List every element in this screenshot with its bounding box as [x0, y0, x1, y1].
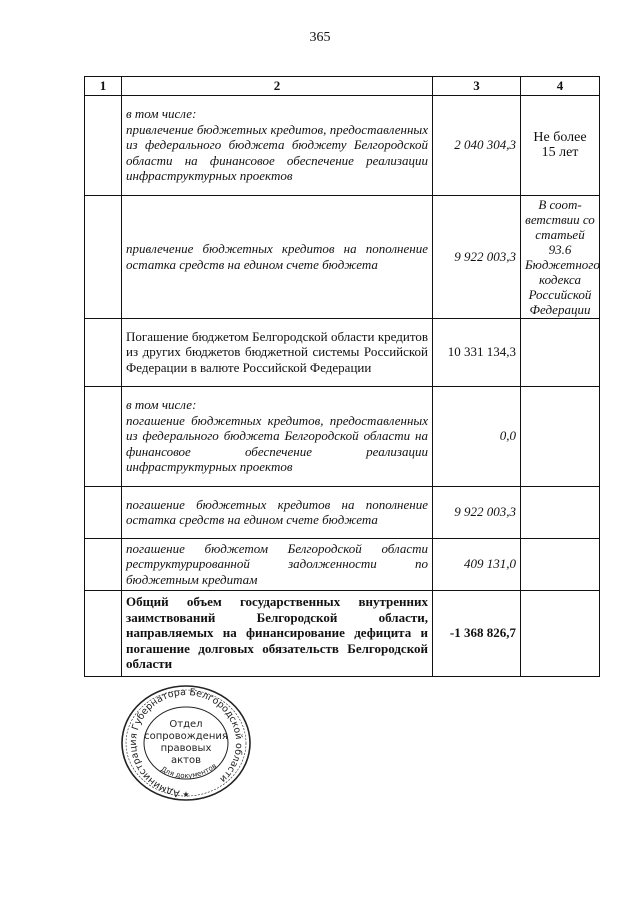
- row-amount: 9 922 003,3: [433, 486, 521, 538]
- row-amount: 0,0: [433, 386, 521, 486]
- header-col-2: 2: [122, 77, 433, 96]
- row-prefix: в том числе:: [126, 397, 197, 413]
- row-term: [521, 486, 600, 538]
- row-number-cell: [85, 538, 122, 590]
- table-row: [85, 386, 600, 486]
- row-description: [122, 486, 433, 538]
- stamp-center-line-4: актов: [170, 755, 202, 766]
- row-description-text: Погашение бюджетом Белгородской области кредитов из других бюджетов бюджетной системы Российской Федерации в валюте Российской Федерации: [126, 328, 428, 375]
- table-row: [85, 318, 600, 386]
- stamp-center-line-1: Отдел: [169, 719, 203, 730]
- row-amount: 9 922 003,3: [433, 195, 521, 318]
- row-description-text: Общий объем государственных внутренних заимствований Белгородской области, направляемых на финансирование дефицита и погашение долговых обязательств Белгородской области: [126, 594, 428, 672]
- row-description: [122, 318, 433, 386]
- row-amount: 409 131,0: [433, 538, 521, 590]
- row-description: [122, 538, 433, 590]
- row-term: [521, 386, 600, 486]
- row-number-cell: [85, 318, 122, 386]
- stamp-bottom-text: Для документов: [159, 761, 219, 781]
- row-number-cell: [85, 486, 122, 538]
- row-description-text: погашение бюджетных кредитов, предоставленных из федерального бюджета Белгородской области на финансовое обеспечение реализации инфраструктурных проектов: [126, 412, 428, 475]
- borrowing-table: [84, 76, 600, 677]
- row-description-text: привлечение бюджетных кредитов, предоставленных из федерального бюджета бюджету Белгородской области на финансовое обеспечение реализации инфраструктурных проектов: [126, 121, 428, 184]
- page-number: 365: [309, 30, 331, 45]
- table-row: [85, 590, 600, 676]
- stamp-ring-text: Администрация Губернатора Белгородской области: [128, 686, 245, 799]
- row-term: Не более 15 лет: [521, 95, 600, 195]
- row-description: [122, 386, 433, 486]
- row-term: [521, 538, 600, 590]
- header-col-1: 1: [85, 77, 122, 96]
- row-description: [122, 195, 433, 318]
- header-col-4: 4: [521, 77, 600, 96]
- row-description: [122, 95, 433, 195]
- row-term: [521, 318, 600, 386]
- table-row: [85, 538, 600, 590]
- table-row: [85, 95, 600, 195]
- row-description-text: погашение бюджетом Белгородской области реструктурированной задолженности по бюджетным кредитам: [126, 540, 428, 587]
- stamp-center-line-2: сопровождения: [144, 731, 228, 742]
- stamp-center-line-3: правовых: [160, 743, 212, 754]
- stamp-star-icon: ★: [182, 790, 190, 799]
- table-row: [85, 486, 600, 538]
- header-col-3: 3: [433, 77, 521, 96]
- row-number-cell: [85, 95, 122, 195]
- row-number-cell: [85, 386, 122, 486]
- table-header-row: [85, 77, 600, 96]
- row-number-cell: [85, 590, 122, 676]
- row-number-cell: [85, 195, 122, 318]
- official-stamp: [118, 683, 254, 805]
- row-amount: 10 331 134,3: [433, 318, 521, 386]
- row-description-text: привлечение бюджетных кредитов на пополнение остатка средств на едином счете бюджета: [126, 241, 428, 272]
- row-term: [521, 590, 600, 676]
- row-term: В соот- ветствии со статьей 93.6 Бюджетного кодекса Российской Федерации: [521, 195, 600, 318]
- row-description-text: погашение бюджетных кредитов на пополнение остатка средств на едином счете бюджета: [126, 496, 428, 527]
- row-prefix: в том числе:: [126, 106, 197, 122]
- row-amount: -1 368 826,7: [433, 590, 521, 676]
- table-row: [85, 195, 600, 318]
- row-description: [122, 590, 433, 676]
- row-amount: 2 040 304,3: [433, 95, 521, 195]
